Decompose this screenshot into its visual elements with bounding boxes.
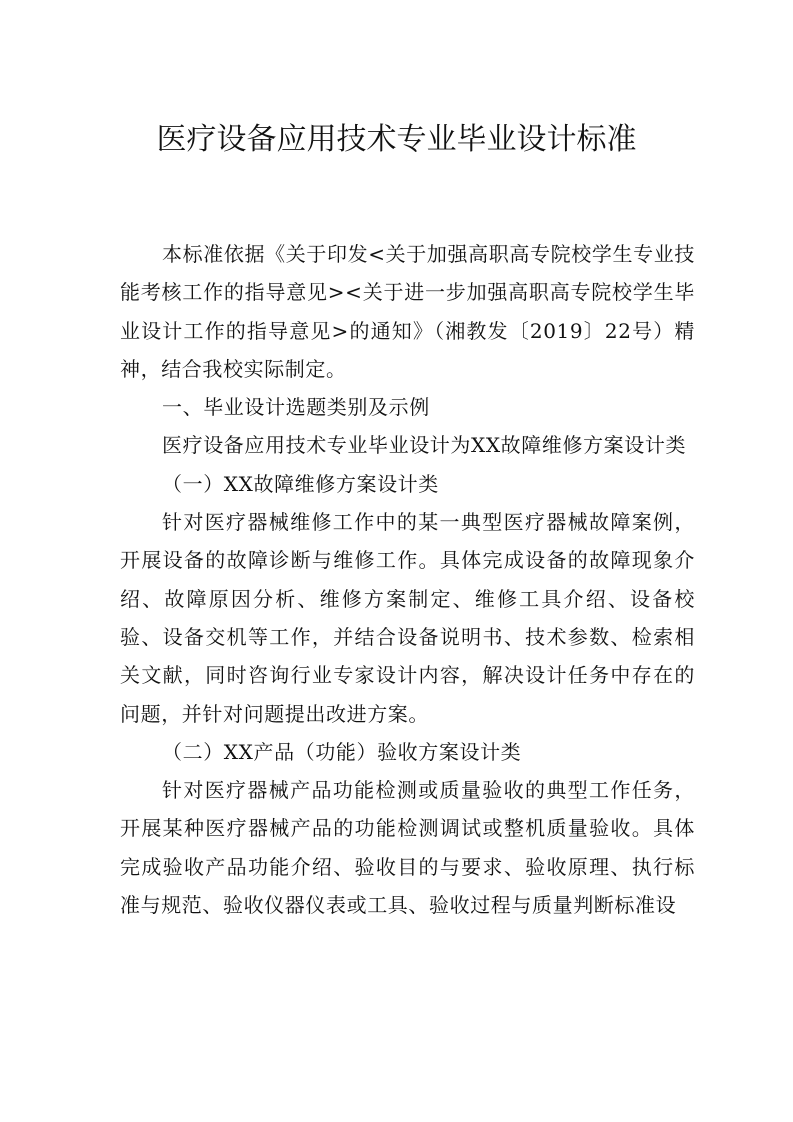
intro-paragraph: 本标准依据《关于印发<关于加强高职高专院校学生专业技能考核工作的指导意见><关于进一步加强高职高专院校学生毕业设计工作的指导意见>的通知》（湘教发〔2019〕22号）精神，结合我校实际制定。 xyxy=(120,242,695,381)
section-1-paragraph: 医疗设备应用技术专业毕业设计为XX故障维修方案设计类 xyxy=(162,433,687,458)
subsection-2-paragraph: 针对医疗器械产品功能检测或质量验收的典型工作任务，开展某种医疗器械产品的功能检测调试或整机质量验收。具体完成验收产品功能介绍、验收目的与要求、验收原理、执行标准与规范、验收仪器仪表或工具、验收过程与质量判断标准设 xyxy=(120,778,695,918)
document-body xyxy=(120,235,695,924)
subsection-1-paragraph: 针对医疗器械维修工作中的某一典型医疗器械故障案例，开展设备的故障诊断与维修工作。具体完成设备的故障现象介绍、故障原因分析、维修方案制定、维修工具介绍、设备校验、设备交机等工作，并结合设备说明书、技术参数、检索相关文献，同时咨询行业专家设计内容，解决设计任务中存在的问题，并针对问题提出改进方案。 xyxy=(120,510,695,726)
subsection-heading-2: （二）XX产品（功能）验收方案设计类 xyxy=(162,739,522,764)
document-title: 医疗设备应用技术专业毕业设计标准 xyxy=(156,122,637,157)
section-heading-1: 一、毕业设计选题类别及示例 xyxy=(162,395,430,420)
subsection-heading-1: （一）XX故障维修方案设计类 xyxy=(162,471,439,496)
